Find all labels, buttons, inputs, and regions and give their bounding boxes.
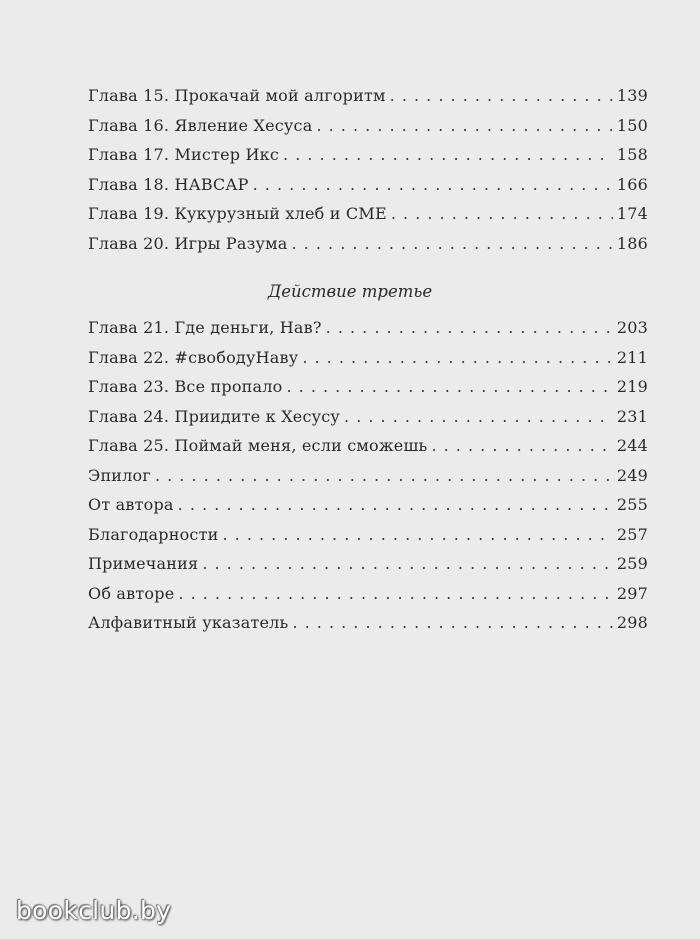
toc-entry: [88, 436, 648, 466]
toc-page-number: 257: [616, 524, 648, 544]
toc-page-number: 255: [616, 495, 648, 514]
toc-entry-title: Глава 25. Поймай меня, если сможешь: [88, 436, 428, 455]
toc-entry-title: Благодарности: [88, 524, 219, 544]
toc-page-number: 174: [616, 204, 648, 223]
toc-entry-title: Глава 17. Мистер Икс: [88, 145, 280, 164]
toc-dot-leader: [292, 613, 612, 632]
toc-entry-title: Глава 22. #свободуНаву: [88, 347, 299, 367]
toc-entry: [88, 145, 648, 175]
section-heading: Действие третье: [267, 282, 433, 301]
toc-entry-title: Алфавитный указатель: [88, 613, 289, 632]
toc-page-number: 203: [616, 318, 648, 337]
toc-entry-title: Глава 20. Игры Разума: [88, 233, 288, 253]
toc-dot-leader: [326, 318, 613, 337]
toc-dot-leader: [316, 116, 612, 135]
toc-entry: [88, 377, 648, 407]
toc-entry: [88, 348, 648, 378]
toc-dot-leader: [283, 145, 613, 164]
toc-entry-title: Глава 24. Приидите к Хесусу: [88, 406, 341, 426]
toc-page-number: 297: [616, 583, 648, 603]
toc-page-number: 186: [616, 233, 648, 253]
toc-page-number: 158: [616, 145, 648, 164]
toc-entry: [88, 525, 648, 555]
toc-dot-leader: [344, 407, 613, 426]
toc-dot-leader: [202, 554, 613, 573]
toc-entry-title: Глава 23. Все пропало: [88, 377, 283, 396]
toc-page-number: 150: [616, 115, 648, 135]
toc-list-part-three: [88, 318, 648, 643]
toc-entry: [88, 86, 648, 116]
toc-entry-title: Глава 19. Кукурузный хлеб и СМЕ: [88, 204, 387, 223]
toc-page-number: 244: [616, 436, 648, 455]
toc-entry-title: От автора: [88, 495, 174, 514]
toc-page-number: 249: [616, 465, 648, 485]
toc-entry: [88, 613, 648, 643]
toc-dot-leader: [286, 377, 612, 396]
toc-page-number: 139: [616, 86, 648, 105]
toc-dot-leader: [178, 495, 613, 514]
toc-entry-title: Глава 21. Где деньги, Нав?: [88, 318, 322, 337]
toc-dot-leader: [302, 348, 613, 367]
toc-entry: [88, 175, 648, 205]
watermark-logo: bookclub.by: [16, 896, 172, 925]
toc-page-number: 298: [616, 613, 648, 632]
toc-entry-title: Об авторе: [88, 583, 175, 603]
toc-entry-title: Глава 16. Явление Хесуса: [88, 115, 313, 135]
toc-dot-leader: [292, 234, 613, 253]
toc-page-number: 211: [616, 347, 648, 367]
toc-entry: [88, 234, 648, 264]
toc-dot-leader: [178, 584, 612, 603]
toc-entry: [88, 584, 648, 614]
toc-entry-title: Эпилог: [88, 465, 151, 485]
toc-dot-leader: [431, 436, 612, 455]
toc-entry: [88, 318, 648, 348]
toc-entry-title: Примечания: [88, 554, 199, 573]
toc-page-number: 231: [616, 406, 648, 426]
toc-entry-title: Глава 18. НАВСАР: [88, 174, 249, 194]
toc-dot-leader: [390, 86, 613, 105]
toc-entry: [88, 116, 648, 146]
toc-entry: [88, 466, 648, 496]
toc-dot-leader: [391, 204, 613, 223]
toc-entry: [88, 495, 648, 525]
toc-page-number: 259: [616, 554, 648, 573]
toc-entry: [88, 204, 648, 234]
toc-list-part-two-end: [88, 86, 648, 263]
toc-entry: [88, 407, 648, 437]
toc-entry-title: Глава 15. Прокачай мой алгоритм: [88, 86, 386, 105]
toc-dot-leader: [222, 525, 612, 544]
toc-entry: [88, 554, 648, 584]
toc-page-number: 166: [616, 174, 648, 194]
toc-page-number: 219: [616, 377, 648, 396]
toc-dot-leader: [155, 466, 613, 485]
toc-dot-leader: [253, 175, 613, 194]
